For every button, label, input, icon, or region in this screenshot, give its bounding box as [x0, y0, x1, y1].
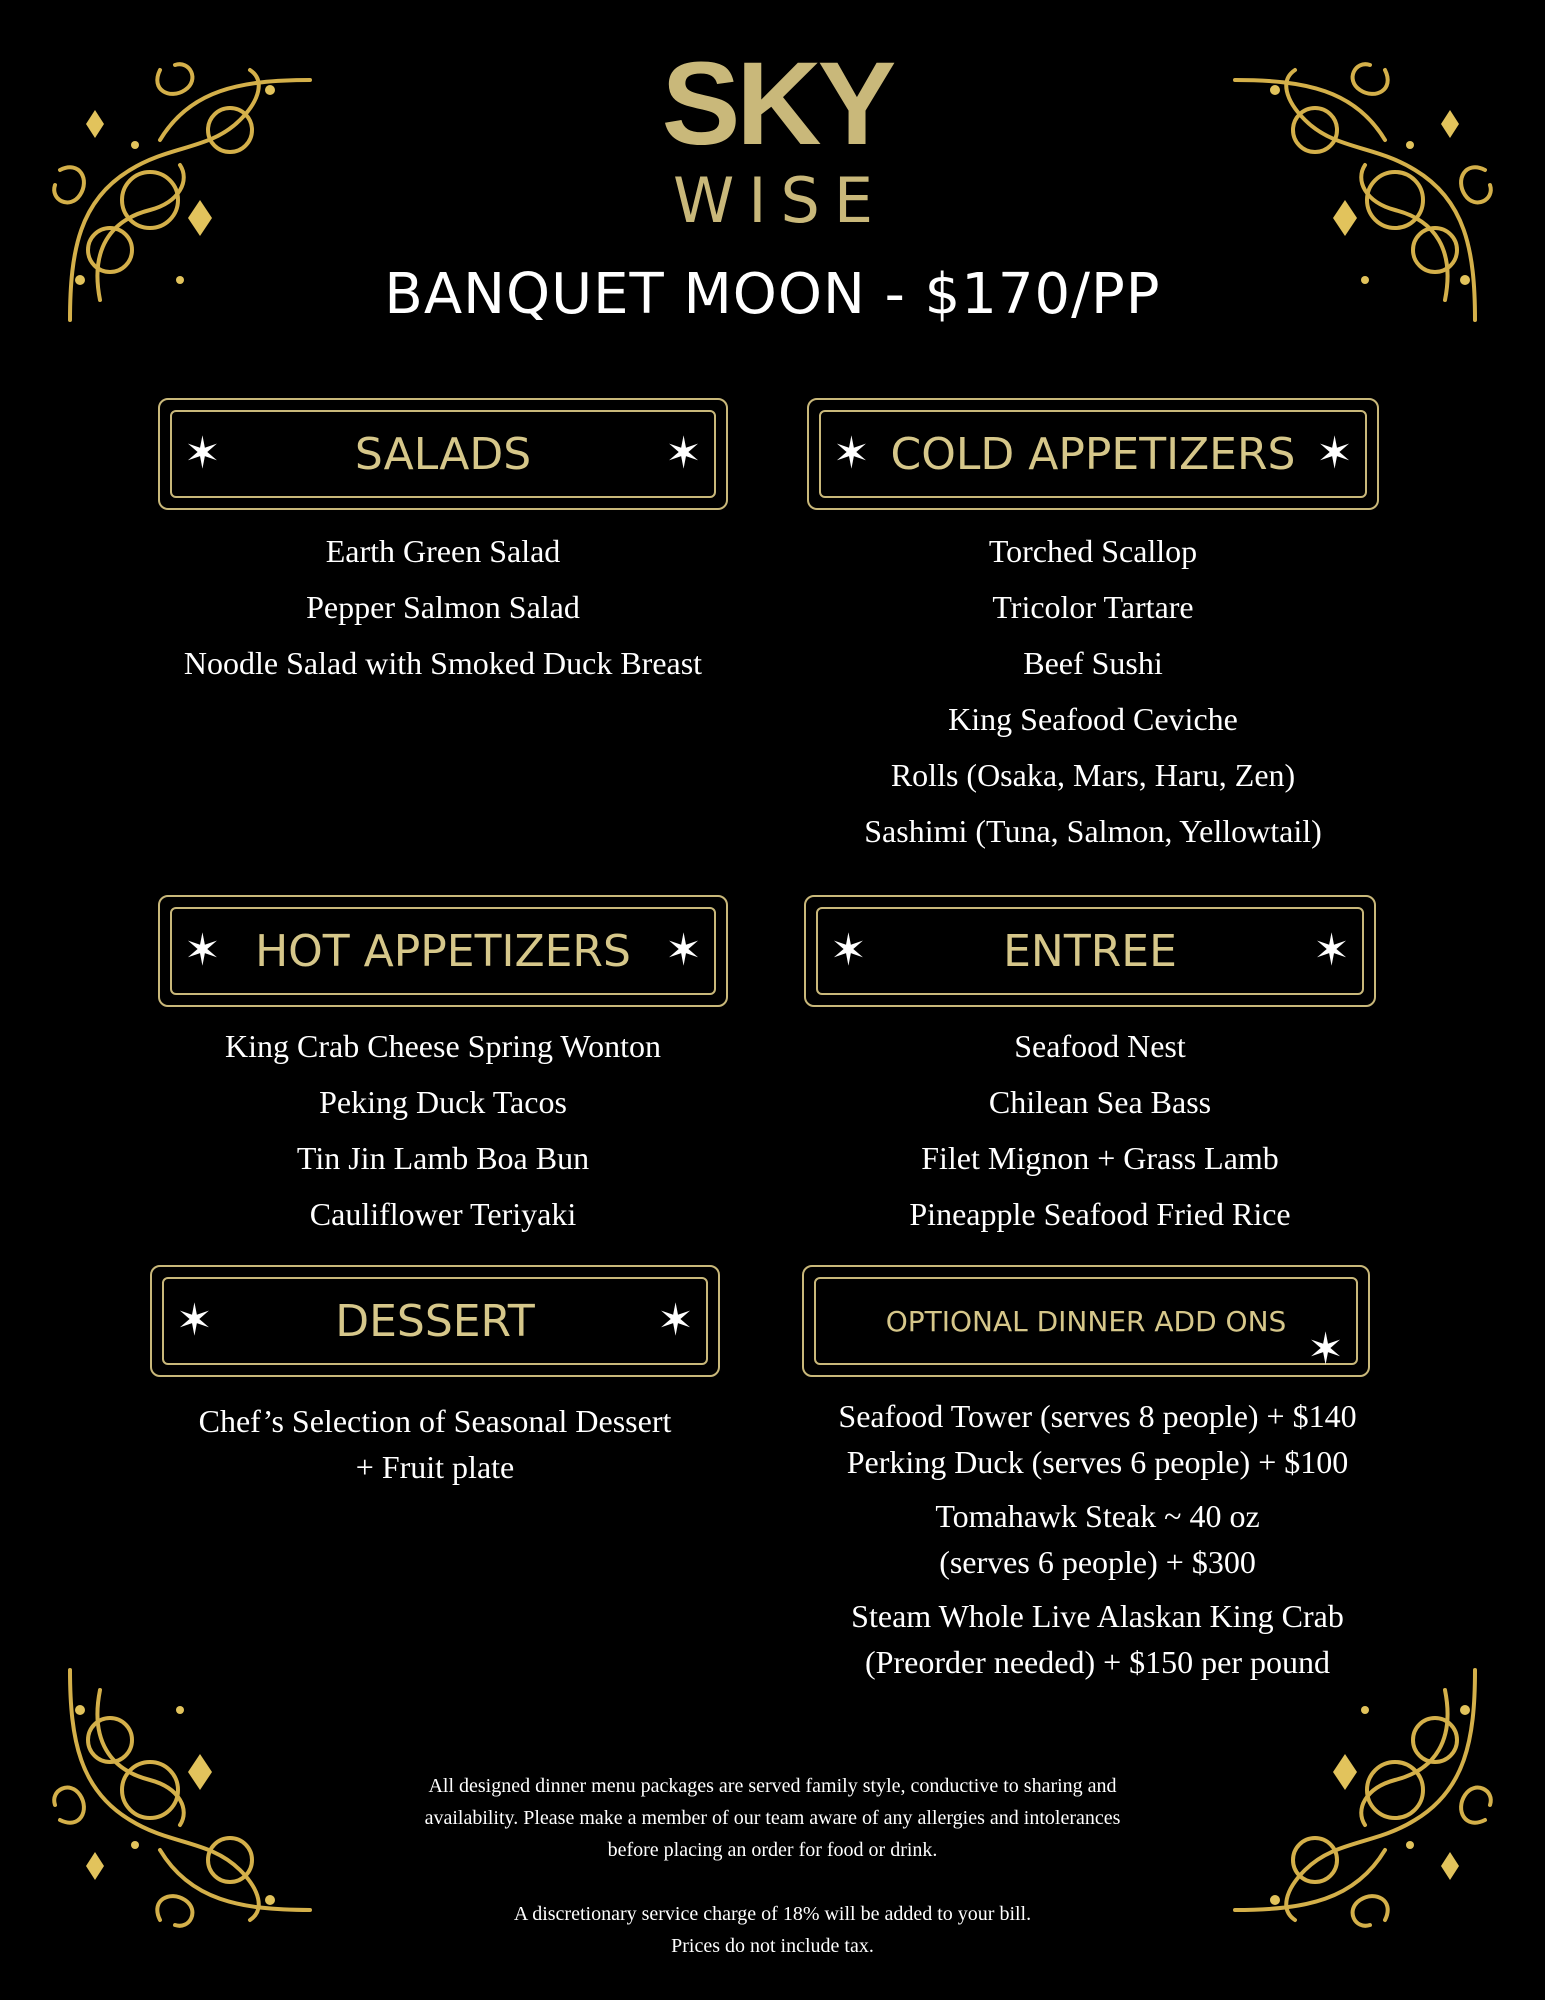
section-banner-hot-appetizers [158, 895, 728, 1007]
sparkle-icon: ✶ [830, 926, 867, 975]
sparkle-icon: ✶ [1313, 926, 1350, 975]
ornament-bottom-left [40, 1650, 330, 1940]
list-item: Beef Sushi [1023, 645, 1163, 681]
list-item: Rolls (Osaka, Mars, Haru, Zen) [890, 757, 1296, 793]
note-line: before placing an order for food or drink. [607, 1839, 938, 1861]
list-item: Pineapple Seafood Fried Rice [909, 1196, 1291, 1232]
list-item: King Seafood Ceviche [948, 701, 1238, 737]
sparkle-icon: ✶ [833, 429, 870, 478]
sparkle-icon: ✶ [665, 429, 702, 478]
logo-line-2: WISE [672, 164, 888, 237]
list-item: Tricolor Tartare [992, 589, 1194, 625]
list-item: Tin Jin Lamb Boa Bun [296, 1140, 590, 1176]
sparkle-icon: ✶ [184, 429, 221, 478]
list-item: Filet Mignon + Grass Lamb [921, 1140, 1279, 1176]
list-item: + Fruit plate [355, 1449, 515, 1485]
list-item: Pepper Salmon Salad [306, 589, 580, 625]
section-heading: ENTREE [1003, 925, 1177, 977]
service-charge-note: A discretionary service charge of 18% will be added to your bill. [513, 1903, 1032, 1925]
sparkle-icon: ✶ [1307, 1325, 1344, 1375]
add-ons-list [790, 1393, 1405, 1685]
list-item: (Preorder needed) + $150 per pound [865, 1644, 1330, 1680]
list-item: Cauliflower Teriyaki [309, 1196, 577, 1232]
list-item: Seafood Tower (serves 8 people) + $140 [838, 1398, 1357, 1434]
list-item: Chilean Sea Bass [988, 1084, 1212, 1120]
ornament-bottom-right [1215, 1650, 1505, 1940]
list-item: Perking Duck (serves 6 people) + $100 [846, 1444, 1349, 1480]
disclaimer-notes [300, 1770, 1245, 1962]
section-banner-optional-add-ons [802, 1265, 1370, 1377]
sparkle-icon: ✶ [1316, 429, 1353, 478]
section-banner-dessert [150, 1265, 720, 1377]
section-heading: HOT APPETIZERS [255, 925, 631, 977]
section-heading: OPTIONAL DINNER ADD ONS [885, 1304, 1287, 1338]
list-item: King Crab Cheese Spring Wonton [225, 1028, 661, 1064]
hot-appetizers-list [158, 1018, 728, 1242]
skywise-logo [620, 38, 930, 237]
list-item: Chef’s Selection of Seasonal Dessert [198, 1403, 672, 1439]
section-heading: COLD APPETIZERS [890, 428, 1296, 480]
section-banner-entree [804, 895, 1376, 1007]
section-banner-salads [158, 398, 728, 510]
sparkle-icon: ✶ [176, 1296, 213, 1345]
list-item: Seafood Nest [1014, 1028, 1186, 1064]
section-banner-cold-appetizers [807, 398, 1379, 510]
note-line: All designed dinner menu packages are served family style, conductive to sharing and [428, 1775, 1117, 1797]
list-item: Earth Green Salad [325, 533, 561, 569]
note-line: availability. Please make a member of our team aware of any allergies and intolerances [424, 1807, 1121, 1829]
list-item: Tomahawk Steak ~ 40 oz [935, 1498, 1260, 1534]
cold-appetizers-list [807, 523, 1379, 859]
list-item: Peking Duck Tacos [319, 1084, 567, 1120]
section-heading: SALADS [354, 428, 532, 480]
sparkle-icon: ✶ [657, 1296, 694, 1345]
list-item: Torched Scallop [988, 533, 1198, 569]
page-title: BANQUET MOON - $170/PP [384, 262, 1161, 327]
sparkle-icon: ✶ [665, 926, 702, 975]
tax-note: Prices do not include tax. [671, 1935, 874, 1957]
sparkle-icon: ✶ [184, 926, 221, 975]
section-heading: DESSERT [335, 1295, 535, 1347]
list-item: Steam Whole Live Alaskan King Crab [851, 1598, 1344, 1634]
list-item: Noodle Salad with Smoked Duck Breast [183, 645, 703, 681]
salads-list [158, 523, 728, 691]
logo-line-1: SKY [661, 38, 893, 170]
list-item: (serves 6 people) + $300 [939, 1544, 1256, 1580]
entree-list [804, 1018, 1396, 1242]
list-item: Sashimi (Tuna, Salmon, Yellowtail) [864, 813, 1322, 849]
dessert-list [150, 1398, 720, 1490]
